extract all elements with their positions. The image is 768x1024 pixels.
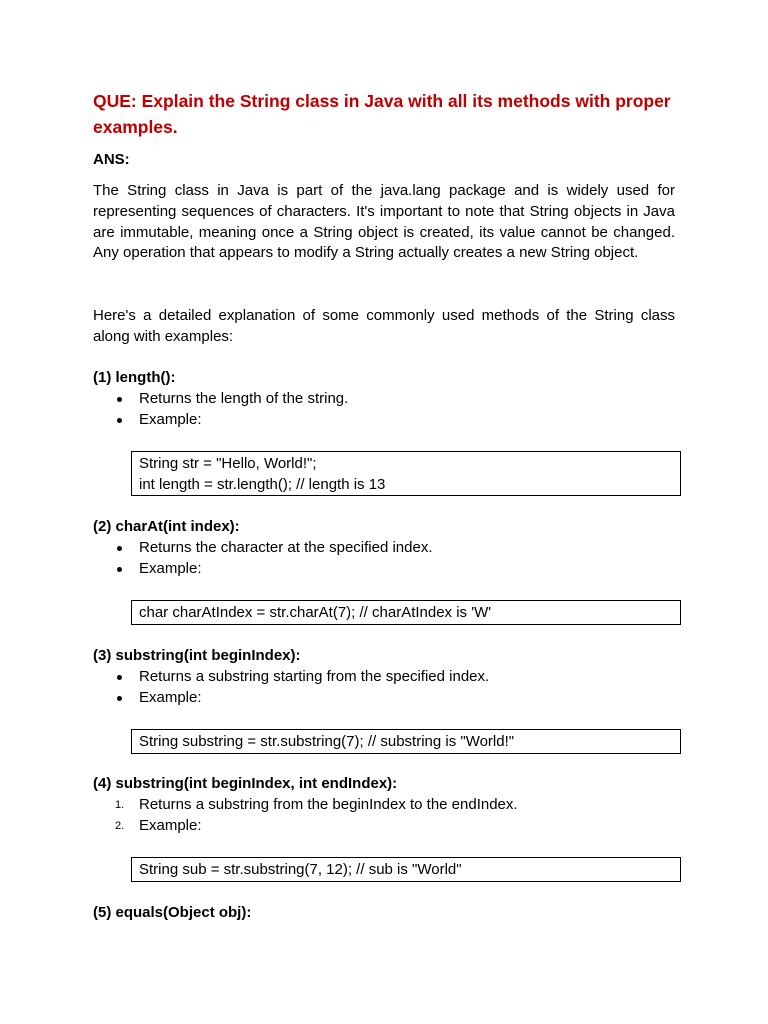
method-title: (2) charAt(int index):	[93, 518, 240, 535]
list-item-text: Example:	[139, 817, 202, 834]
method-section-substring-range	[93, 773, 683, 836]
code-line: String substring = str.substring(7); // substring is "World!"	[139, 733, 515, 750]
code-line: String str = "Hello, World!";	[139, 455, 317, 472]
list-item	[93, 815, 683, 836]
list-number: 2.	[115, 820, 125, 832]
list-item	[93, 794, 683, 815]
list-item-text: Returns the length of the string.	[139, 390, 349, 407]
method-points	[93, 666, 683, 708]
list-item	[93, 687, 683, 708]
code-example-box	[131, 857, 681, 882]
method-title: (5) equals(Object obj):	[93, 904, 252, 921]
method-section-equals	[93, 902, 683, 923]
list-item	[93, 558, 683, 579]
list-item-text: Example:	[139, 411, 202, 428]
code-example-box	[131, 600, 681, 625]
code-example-box	[131, 729, 681, 754]
method-title: (1) length():	[93, 369, 176, 386]
method-points	[93, 388, 683, 430]
list-item-text: Example:	[139, 689, 202, 706]
code-line: int length = str.length(); // length is 13	[139, 476, 386, 493]
methods-intro-paragraph: Here's a detailed explanation of some commonly used methods of the String class along with examples:	[93, 307, 675, 345]
method-points	[93, 794, 683, 836]
list-number: 1.	[115, 799, 125, 811]
code-example-box	[131, 451, 681, 496]
method-title: (4) substring(int beginIndex, int endIndex):	[93, 775, 398, 792]
method-section-length	[93, 367, 683, 430]
list-item	[93, 388, 683, 409]
method-section-substring	[93, 645, 683, 708]
list-item	[93, 537, 683, 558]
question-heading: QUE: Explain the String class in Java with all its methods with proper examples.	[93, 91, 671, 137]
code-line: char charAtIndex = str.charAt(7); // charAtIndex is 'W'	[139, 604, 492, 621]
list-item-text: Returns a substring from the beginIndex to the endIndex.	[139, 796, 518, 813]
answer-label: ANS:	[93, 151, 130, 168]
code-line: String sub = str.substring(7, 12); // sub is "World"	[139, 861, 462, 878]
method-title: (3) substring(int beginIndex):	[93, 647, 301, 664]
list-item	[93, 666, 683, 687]
list-item-text: Returns the character at the specified index.	[139, 539, 433, 556]
intro-paragraph: The String class in Java is part of the java.lang package and is widely used for representing sequences of characters. It's important to note that String objects in Java are immutable, meaning once a String object is created, its value cannot be changed. Any operation that appears to modify a String actually creates a new String object.	[93, 182, 675, 262]
method-section-charat	[93, 516, 683, 579]
method-points	[93, 537, 683, 579]
list-item	[93, 409, 683, 430]
list-item-text: Example:	[139, 560, 202, 577]
list-item-text: Returns a substring starting from the specified index.	[139, 668, 490, 685]
